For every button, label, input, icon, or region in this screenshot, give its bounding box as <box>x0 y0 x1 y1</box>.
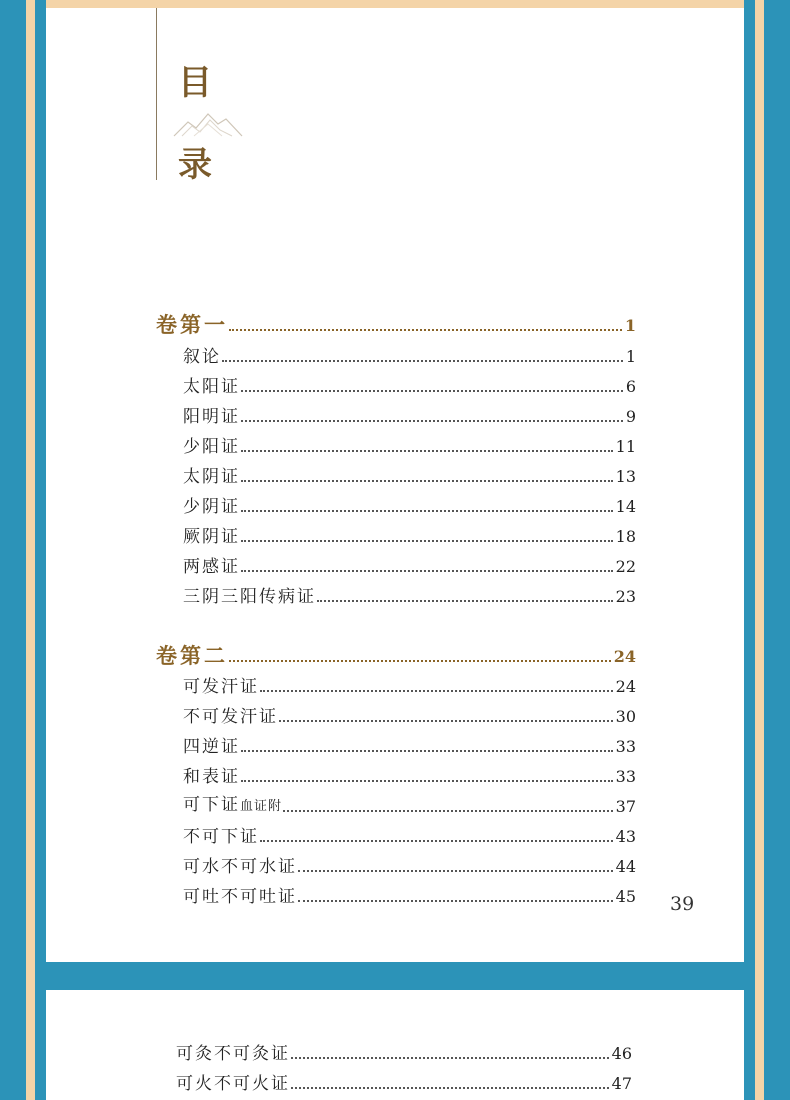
entry-page: 44 <box>615 857 636 876</box>
dot-leader <box>260 690 613 692</box>
entry-page: 30 <box>615 707 636 726</box>
dot-leader <box>241 480 613 482</box>
entry-label: 少阳证 <box>183 437 240 457</box>
toc-entry[interactable] <box>156 585 636 607</box>
entry-label: 四逆证 <box>183 737 240 757</box>
entry-page: 46 <box>611 1044 632 1063</box>
volume-heading-2[interactable] <box>156 645 636 667</box>
entry-label: 可水不可水证 <box>183 857 297 877</box>
dot-leader <box>222 360 623 362</box>
entry-label: 两感证 <box>183 557 240 577</box>
volume-heading-1[interactable] <box>156 314 636 336</box>
toc-entry[interactable] <box>156 735 636 757</box>
page-separator-band <box>46 962 744 990</box>
entry-page: 23 <box>615 587 636 606</box>
toc-entry[interactable] <box>176 1072 632 1094</box>
toc-entry[interactable] <box>156 555 636 577</box>
entry-label: 太阳证 <box>183 377 240 397</box>
book-page-bottom <box>46 990 744 1100</box>
entry-label-main: 可下证 <box>183 795 240 815</box>
entry-label: 可吐不可吐证 <box>183 887 297 907</box>
toc-entry[interactable] <box>156 705 636 727</box>
toc-entry[interactable] <box>156 375 636 397</box>
heading-char-1: 目 <box>178 63 212 103</box>
entry-label: 太阴证 <box>183 467 240 487</box>
dot-leader <box>241 570 613 572</box>
dot-leader <box>241 450 613 452</box>
dot-leader <box>229 329 622 331</box>
entry-page: 13 <box>615 467 636 486</box>
entry-label: 不可发汗证 <box>183 707 278 727</box>
entry-page: 43 <box>615 827 636 846</box>
page-number: 39 <box>670 893 695 915</box>
entry-label <box>183 795 282 817</box>
right-border-beige <box>755 0 764 1100</box>
dot-leader <box>291 1087 609 1089</box>
toc-entry[interactable] <box>156 495 636 517</box>
volume-page: 1 <box>624 316 636 335</box>
entry-page: 1 <box>625 347 636 366</box>
entry-label: 不可下证 <box>183 827 259 847</box>
dot-leader <box>298 900 613 902</box>
entry-page: 24 <box>615 677 636 696</box>
entry-page: 14 <box>615 497 636 516</box>
dot-leader <box>298 870 613 872</box>
toc-entry[interactable] <box>156 855 636 877</box>
toc-entry[interactable] <box>156 345 636 367</box>
toc-entry[interactable] <box>156 825 636 847</box>
entry-label: 三阴三阳传病证 <box>183 587 316 607</box>
dot-leader <box>260 840 613 842</box>
book-page-top <box>46 0 744 962</box>
dot-leader <box>291 1057 609 1059</box>
toc-entry[interactable] <box>156 765 636 787</box>
dot-leader <box>241 780 613 782</box>
toc-entry[interactable] <box>156 675 636 697</box>
dot-leader <box>317 600 613 602</box>
toc-entry[interactable] <box>156 885 636 907</box>
toc-entry[interactable] <box>156 795 636 817</box>
dot-leader <box>241 390 623 392</box>
entry-label: 可发汗证 <box>183 677 259 697</box>
dot-leader <box>241 510 613 512</box>
heading-char-2: 录 <box>178 145 212 185</box>
volume-page: 24 <box>613 647 636 666</box>
entry-page: 11 <box>615 437 636 456</box>
dot-leader <box>241 540 613 542</box>
entry-page: 33 <box>615 737 636 756</box>
entry-page: 33 <box>615 767 636 786</box>
toc-entry[interactable] <box>156 525 636 547</box>
entry-label: 阳明证 <box>183 407 240 427</box>
entry-page: 6 <box>625 377 636 396</box>
entry-page: 18 <box>615 527 636 546</box>
dot-leader <box>241 420 623 422</box>
left-border-outer <box>0 0 26 1100</box>
left-border-beige <box>26 0 35 1100</box>
entry-page: 45 <box>615 887 636 906</box>
entry-label: 少阴证 <box>183 497 240 517</box>
entry-label: 厥阴证 <box>183 527 240 547</box>
entry-label: 和表证 <box>183 767 240 787</box>
toc-entry[interactable] <box>156 435 636 457</box>
entry-label: 可灸不可灸证 <box>176 1044 290 1064</box>
toc-entry[interactable] <box>156 465 636 487</box>
toc-entry[interactable] <box>156 405 636 427</box>
mountain-ornament-icon <box>172 110 244 140</box>
dot-leader <box>229 660 611 662</box>
entry-page: 47 <box>611 1074 632 1093</box>
dot-leader <box>279 720 613 722</box>
dot-leader <box>283 810 613 812</box>
dot-leader <box>241 750 613 752</box>
entry-page: 22 <box>615 557 636 576</box>
entry-label: 叙论 <box>183 347 221 367</box>
heading-rule <box>156 8 157 180</box>
volume-title: 卷第一 <box>156 312 228 337</box>
entry-page: 37 <box>615 797 636 816</box>
volume-title: 卷第二 <box>156 643 228 668</box>
right-border-inner <box>744 0 755 1100</box>
toc-entry[interactable] <box>176 1042 632 1064</box>
right-border-outer <box>764 0 790 1100</box>
entry-label-note: 血证附 <box>240 799 283 814</box>
entry-page: 9 <box>625 407 636 426</box>
left-border-inner <box>35 0 46 1100</box>
entry-label: 可火不可火证 <box>176 1074 290 1094</box>
